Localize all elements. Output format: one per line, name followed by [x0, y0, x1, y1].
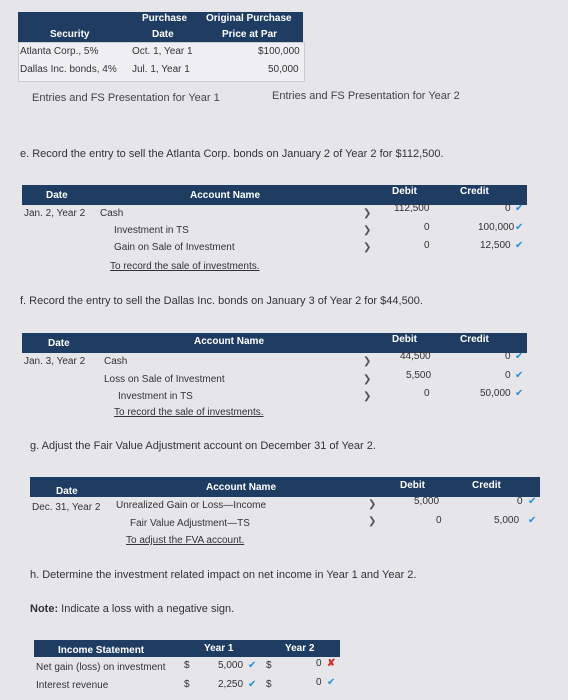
col-credit: Credit: [472, 480, 501, 491]
account-select[interactable]: Gain on Sale of Investment: [114, 242, 235, 253]
note-text: Indicate a loss with a negative sign.: [58, 603, 235, 615]
check-icon: ✔: [327, 677, 336, 688]
question-g: g. Adjust the Fair Value Adjustment account on December 31 of Year 2.: [30, 440, 376, 452]
chevron-down-icon[interactable]: ❯: [363, 208, 372, 219]
note: [30, 603, 234, 615]
security-price: $100,000: [258, 46, 300, 57]
credit-input[interactable]: 50,000: [480, 388, 511, 399]
header-price: Price at Par: [222, 29, 278, 40]
chevron-down-icon[interactable]: ❯: [363, 242, 372, 253]
account-select[interactable]: Loss on Sale of Investment: [104, 374, 225, 385]
tab-year-2[interactable]: Entries and FS Presentation for Year 2: [272, 90, 460, 102]
chevron-down-icon[interactable]: ❯: [368, 499, 377, 510]
check-icon: ✔: [515, 388, 524, 399]
credit-input[interactable]: 100,000: [478, 222, 515, 233]
debit-input[interactable]: 0: [424, 240, 430, 251]
year1-input[interactable]: 2,250: [218, 679, 244, 690]
account-select[interactable]: Cash: [104, 356, 128, 367]
income-row-label: Interest revenue: [36, 680, 109, 691]
col-date: Date: [48, 338, 70, 349]
credit-input[interactable]: 12,500: [480, 240, 511, 251]
col-account: Account Name: [190, 190, 261, 201]
header-security: Security: [50, 29, 90, 40]
col-date: Date: [56, 486, 78, 497]
credit-input[interactable]: 0: [505, 370, 511, 381]
col-year-1: Year 1: [204, 643, 234, 654]
tab-year-1[interactable]: Entries and FS Presentation for Year 1: [32, 92, 220, 104]
check-icon: ✔: [248, 660, 257, 671]
chevron-down-icon[interactable]: ❯: [368, 516, 377, 527]
check-icon: ✔: [528, 515, 537, 526]
credit-input[interactable]: 0: [505, 203, 511, 214]
account-select[interactable]: Unrealized Gain or Loss—Income: [116, 500, 267, 511]
col-date: Date: [46, 190, 68, 201]
col-account: Account Name: [206, 482, 277, 493]
credit-input[interactable]: 5,000: [494, 515, 520, 526]
question-e: e. Record the entry to sell the Atlanta Corp. bonds on January 2 of Year 2 for $112,500.: [20, 148, 444, 160]
currency: $: [184, 660, 190, 671]
col-year-2: Year 2: [285, 643, 315, 654]
account-select[interactable]: Investment in TS: [114, 225, 189, 236]
journal-header-f: [22, 333, 527, 353]
check-icon: ✔: [515, 351, 524, 362]
security-price: 50,000: [268, 64, 299, 75]
header-original-purchase: Original Purchase: [206, 13, 292, 24]
security-name: Dallas Inc. bonds, 4%: [20, 64, 117, 75]
col-debit: Debit: [392, 186, 417, 197]
debit-input[interactable]: 0: [436, 515, 442, 526]
cross-icon: ✘: [327, 658, 336, 669]
debit-input[interactable]: 5,000: [414, 496, 440, 507]
entry-date: Dec. 31, Year 2: [32, 502, 101, 513]
memo-text: To adjust the FVA account.: [126, 535, 245, 546]
check-icon: ✔: [528, 496, 537, 507]
debit-input[interactable]: 44,500: [400, 351, 431, 362]
chevron-down-icon[interactable]: ❯: [363, 391, 372, 402]
year2-input[interactable]: 0: [316, 677, 322, 688]
col-credit: Credit: [460, 334, 489, 345]
check-icon: ✔: [515, 222, 524, 233]
col-debit: Debit: [392, 334, 417, 345]
check-icon: ✔: [515, 203, 524, 214]
credit-input[interactable]: 0: [517, 496, 523, 507]
check-icon: ✔: [248, 679, 257, 690]
memo-text: To record the sale of investments.: [110, 261, 260, 272]
journal-header-g: [30, 477, 540, 497]
header-date: Date: [152, 29, 174, 40]
check-icon: ✔: [515, 240, 524, 251]
col-credit: Credit: [460, 186, 489, 197]
debit-input[interactable]: 112,500: [394, 203, 430, 214]
header-purchase: Purchase: [142, 13, 188, 24]
debit-input[interactable]: 0: [424, 222, 430, 233]
currency: $: [184, 679, 190, 690]
income-row-label: Net gain (loss) on investment: [36, 662, 166, 673]
question-h: h. Determine the investment related impact on net income in Year 1 and Year 2.: [30, 569, 417, 581]
entry-date: Jan. 3, Year 2: [24, 356, 86, 367]
security-date: Oct. 1, Year 1: [132, 46, 193, 57]
account-select[interactable]: Fair Value Adjustment—TS: [130, 518, 250, 529]
debit-input[interactable]: 5,500: [406, 370, 432, 381]
security-date: Jul. 1, Year 1: [132, 64, 190, 75]
col-income-statement: Income Statement: [58, 645, 145, 656]
col-account: Account Name: [194, 336, 265, 347]
year2-input[interactable]: 0: [316, 658, 322, 669]
year1-input[interactable]: 5,000: [218, 660, 244, 671]
credit-input[interactable]: 0: [505, 351, 511, 362]
memo-text: To record the sale of investments.: [114, 407, 264, 418]
chevron-down-icon[interactable]: ❯: [363, 225, 372, 236]
question-f: f. Record the entry to sell the Dallas Inc. bonds on January 3 of Year 2 for $44,500.: [20, 295, 423, 307]
account-select[interactable]: Cash: [100, 208, 124, 219]
check-icon: ✔: [515, 370, 524, 381]
currency: $: [266, 679, 272, 690]
col-debit: Debit: [400, 480, 425, 491]
journal-header-e: [22, 185, 527, 205]
security-name: Atlanta Corp., 5%: [20, 46, 99, 57]
currency: $: [266, 660, 272, 671]
chevron-down-icon[interactable]: ❯: [363, 374, 372, 385]
account-select[interactable]: Investment in TS: [118, 391, 193, 402]
debit-input[interactable]: 0: [424, 388, 430, 399]
note-label: Note:: [30, 603, 59, 615]
entry-date: Jan. 2, Year 2: [24, 208, 86, 219]
chevron-down-icon[interactable]: ❯: [363, 356, 372, 367]
